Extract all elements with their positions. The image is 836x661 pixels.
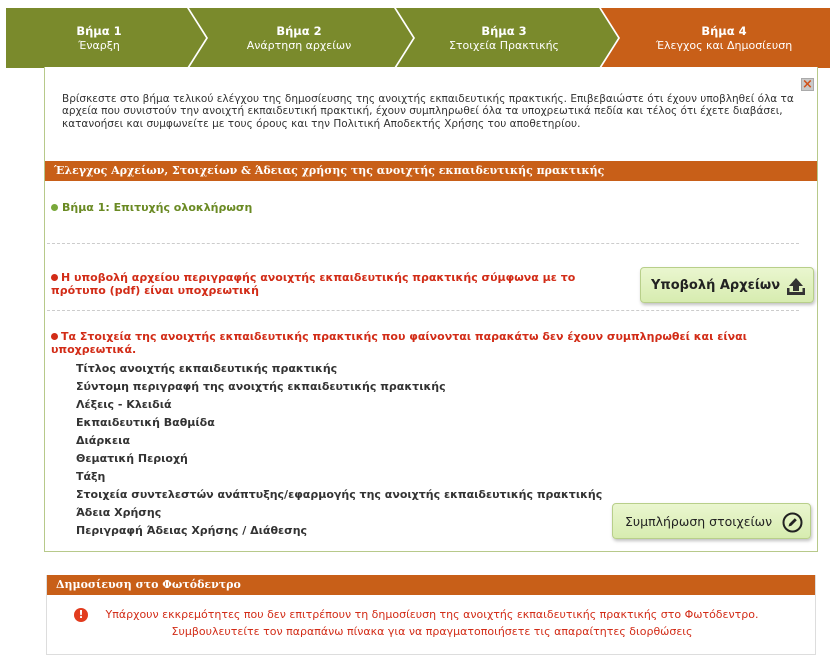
wizard-step-label: Στοιχεία Πρακτικής — [448, 39, 560, 52]
check-panel — [44, 67, 818, 552]
edit-pencil-icon — [782, 512, 803, 533]
wizard-step-number: Βήμα 1 — [76, 24, 122, 38]
error-dot-icon — [51, 274, 58, 281]
wizard-step-label: Έλεγχος και Δημοσίευση — [655, 39, 793, 52]
fields-error — [51, 330, 811, 356]
list-item: Εκπαιδευτική Βαθμίδα — [76, 416, 215, 429]
wizard-step-number: Βήμα 2 — [276, 24, 322, 38]
list-item: Τάξη — [76, 470, 106, 483]
publish-panel — [46, 575, 816, 655]
step1-status-text: Βήμα 1: Επιτυχής ολοκλήρωση — [62, 201, 253, 214]
step1-status — [51, 201, 252, 214]
list-item: Διάρκεια — [76, 434, 131, 447]
wizard-step-label: Ανάρτηση αρχείων — [246, 39, 352, 52]
list-item: Σύντομη περιγραφή της ανοιχτής εκπαιδευτικής πρακτικής — [76, 380, 446, 393]
upload-icon — [785, 275, 807, 297]
fields-error-text: Τα Στοιχεία της ανοιχτής εκπαιδευτικής πρακτικής που φαίνονται παρακάτω δεν έχουν συμπληρωθεί και είναι υποχρεωτικά. — [51, 330, 747, 356]
upload-files-button[interactable] — [640, 267, 814, 303]
warning-icon: ! — [74, 608, 88, 622]
intro-text: Βρίσκεστε στο βήμα τελικού ελέγχου της δημοσίευσης της ανοιχτής εκπαιδευτικής πρακτικής. Επιβεβαιώστε ότι έχουν υποβληθεί όλα τα αρχεία που συνιστούν την ανοιχτή εκπαιδευτική πρακτική, έχουν συμπληρωθεί όλα τα υποχρεωτικά πεδία και τέλος ότι έχετε διαβάσει, κατανοήσει και συμφωνείτε με τους όρους και την Πολιτική Αποδεκτής Χρήσης του αποθετηρίου. — [62, 93, 794, 130]
list-item: Θεματική Περιοχή — [76, 452, 188, 465]
wizard-step-number: Βήμα 4 — [701, 24, 747, 38]
list-item: Άδεια Χρήσης — [76, 506, 162, 519]
wizard-step-label: Έναρξη — [78, 39, 120, 52]
error-dot-icon — [51, 333, 58, 340]
list-item: Περιγραφή Άδειας Χρήσης / Διάθεσης — [76, 524, 308, 537]
divider — [47, 310, 799, 311]
success-dot-icon — [51, 204, 58, 211]
publish-warning-line2: Συμβουλευτείτε τον παραπάνω πίνακα για να πραγματοποιήσετε τις απαραίτητες διορθώσεις — [171, 625, 693, 638]
divider — [47, 243, 799, 244]
upload-files-label: Υποβολή Αρχείων — [651, 277, 781, 293]
wizard-step-1[interactable] — [6, 8, 192, 68]
list-item: Στοιχεία συντελεστών ανάπτυξης/εφαρμογής της ανοιχτής εκπαιδευτικής πρακτικής — [76, 488, 603, 501]
publish-warning — [47, 606, 817, 640]
file-error — [51, 271, 631, 297]
wizard-steps — [6, 8, 830, 68]
list-item: Τίτλος ανοιχτής εκπαιδευτικής πρακτικής — [76, 362, 338, 375]
close-icon[interactable]: × — [802, 77, 813, 92]
wizard-step-4[interactable] — [618, 8, 830, 68]
missing-fields-list — [76, 360, 602, 540]
publish-section-header: Δημοσίευση στο Φωτόδεντρο — [47, 575, 815, 595]
list-item: Λέξεις - Κλειδιά — [76, 398, 172, 411]
fill-details-button[interactable] — [612, 503, 811, 539]
fill-details-label: Συμπλήρωση στοιχείων — [625, 513, 773, 529]
publish-warning-line1: Υπάρχουν εκκρεμότητες που δεν επιτρέπουν τη δημοσίευση της ανοιχτής εκπαιδευτικής πρακτικής στο Φωτόδεντρο. — [105, 608, 759, 621]
wizard-step-3[interactable] — [411, 8, 597, 68]
wizard-step-number: Βήμα 3 — [481, 24, 527, 38]
check-section-header: Έλεγχος Αρχείων, Στοιχείων & Άδειας χρήσης της ανοιχτής εκπαιδευτικής πρακτικής — [45, 161, 817, 181]
wizard-step-2[interactable] — [206, 8, 392, 68]
file-error-text: Η υποβολή αρχείου περιγραφής ανοιχτής εκπαιδευτικής πρακτικής σύμφωνα με το πρότυπο (pdf) είναι υποχρεωτική — [51, 271, 576, 297]
